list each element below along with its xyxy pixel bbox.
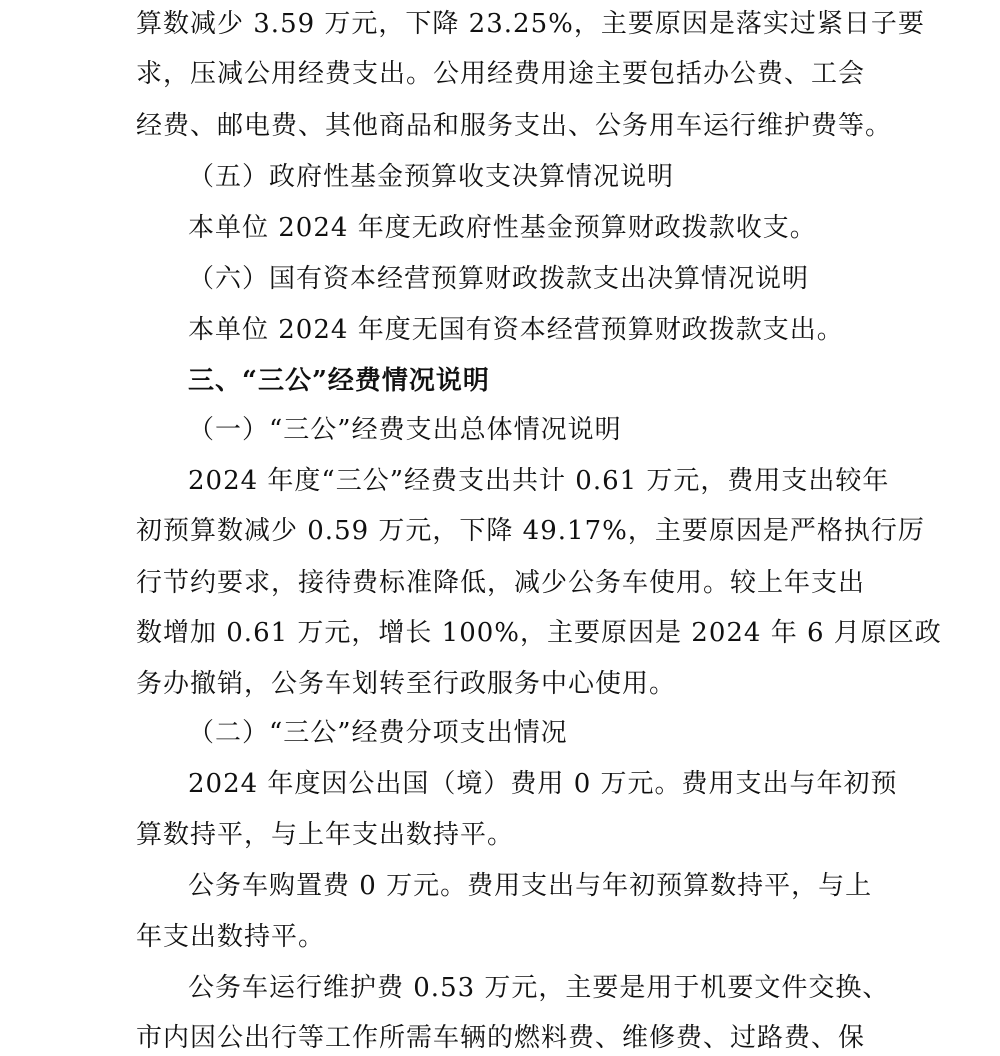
paragraph-line: 2024 年度因公出国（境）费用 0 万元。费用支出与年初预: [188, 769, 898, 799]
paragraph-line: 务办撤销，公务车划转至行政服务中心使用。: [136, 669, 677, 699]
paragraph-line: 市内因公出行等工作所需车辆的燃料费、维修费、过路费、保: [136, 1023, 866, 1053]
section-heading: （二）“三公”经费分项支出情况: [188, 718, 568, 748]
paragraph-line: 2024 年度“三公”经费支出共计 0.61 万元，费用支出较年: [188, 466, 890, 496]
paragraph-line: 公务车运行维护费 0.53 万元，主要是用于机要文件交换、: [188, 973, 890, 1003]
paragraph-line: 行节约要求，接待费标准降低，减少公务车使用。较上年支出: [136, 568, 866, 598]
paragraph-line: 公务车购置费 0 万元。费用支出与年初预算数持平，与上: [188, 871, 873, 901]
paragraph-line: 本单位 2024 年度无国有资本经营预算财政拨款支出。: [188, 315, 844, 345]
paragraph-line: 求，压减公用经费支出。公用经费用途主要包括办公费、工会: [136, 59, 866, 89]
chapter-heading: 三、“三公”经费情况说明: [188, 366, 490, 396]
paragraph-line: 算数减少 3.59 万元，下降 23.25%，主要原因是落实过紧日子要: [136, 9, 925, 39]
paragraph-line: 年支出数持平。: [136, 922, 326, 952]
section-heading: （六）国有资本经营预算财政拨款支出决算情况说明: [188, 264, 810, 294]
paragraph-line: 经费、邮电费、其他商品和服务支出、公务用车运行维护费等。: [136, 111, 893, 141]
paragraph-line: 本单位 2024 年度无政府性基金预算财政拨款收支。: [188, 213, 817, 243]
paragraph-line: 初预算数减少 0.59 万元，下降 49.17%，主要原因是严格执行厉: [136, 516, 925, 546]
paragraph-line: 算数持平，与上年支出数持平。: [136, 820, 515, 850]
section-heading: （一）“三公”经费支出总体情况说明: [188, 415, 622, 445]
paragraph-line: 数增加 0.61 万元，增长 100%，主要原因是 2024 年 6 月原区政: [136, 618, 942, 648]
section-heading: （五）政府性基金预算收支决算情况说明: [188, 162, 675, 192]
